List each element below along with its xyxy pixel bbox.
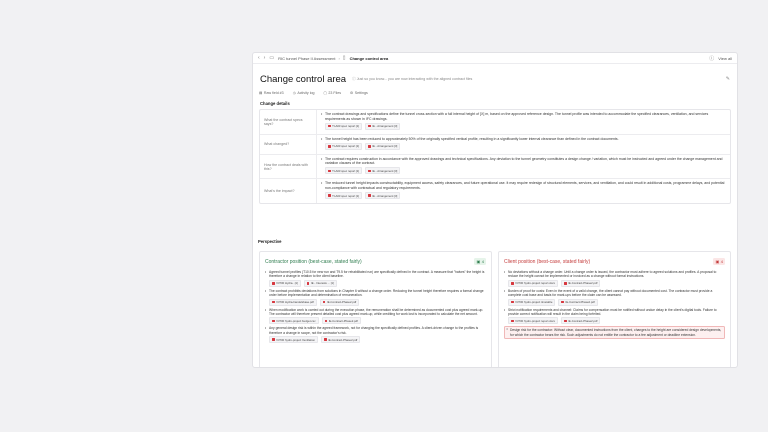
perspective-grid [259, 251, 731, 368]
file-chip[interactable]: TI-A03 spec report [1] [325, 123, 362, 130]
breadcrumb-project[interactable]: RIC tunnel Phase II Assessment [278, 55, 336, 61]
pdf-icon [564, 282, 567, 285]
detail-row [260, 179, 730, 203]
position-point: • The contract prohibits deviations from solutions in Chapter 6 without a change order. Reducing the tunnel height therefore requires a formal change order before implementation and determination of remuneration. [265, 289, 486, 298]
document-icon: ▯ [342, 55, 346, 61]
pdf-icon [564, 320, 567, 323]
highlighted-position-point[interactable]: • Design risk for the contractor: Without clear, documented instructions from the client, changes to the height are considered design developments, for which the contractor bears the risk. Such adjustments do not entitle the contractor to a fee adjustment or deadline extension. [504, 326, 725, 339]
pdf-icon [323, 301, 326, 304]
app-window [252, 52, 738, 368]
document-icon: ▣ [476, 259, 481, 264]
file-chip[interactable]: IE - Arrangement [3] [365, 143, 400, 150]
tab-activity-log[interactable]: ◷ Activity log [292, 90, 315, 95]
count-badge: ▣ 4 [715, 259, 723, 264]
pdf-icon [328, 170, 331, 173]
files-icon: ▢ [323, 90, 327, 95]
pdf-icon [368, 125, 371, 128]
file-chip[interactable]: TI-A03 spec report [1] [325, 192, 362, 199]
contractor-position-card [259, 251, 492, 368]
detail-row [260, 135, 730, 155]
pdf-icon [272, 338, 275, 341]
file-chip[interactable]: V3700 hydro-project timetable [508, 299, 555, 306]
tab-raw-field[interactable]: ▤ Raw field #3 [259, 90, 284, 95]
page-title: Change control area [260, 73, 347, 85]
file-chip[interactable]: V3700 Hydra...[1] [269, 280, 301, 287]
file-chip[interactable]: TI-A03 spec report [1] [325, 167, 362, 174]
edit-icon[interactable]: ✎ [725, 76, 730, 82]
document-icon: ▣ [715, 259, 720, 264]
detail-text: • The contract drawings and specifications define the tunnel cross-section with a full internal height of [X] m, based on the approved reference design. The tunnel profile was intended to accommodate the specified clearances, ventilation, and services requirements as shown in IFC drawings. [321, 112, 726, 121]
pdf-icon [368, 170, 371, 173]
tab-files[interactable]: ▢ 23 Files [323, 90, 342, 95]
detail-row [260, 155, 730, 180]
position-point: • Burden of proof for costs: Even in the event of a valid change, the client cannot pay without documented cost. The contractor must provide a complete cost base and basis for mark-ups before the claim can be assessed. [504, 289, 725, 298]
file-chip[interactable]: V3700 hydro-project report.docx [508, 280, 558, 287]
info-note: ⓘ Just so you know... you are now interacting with the aligned contract files [352, 76, 473, 81]
detail-text: • The tunnel height has been reduced to approximately 50% of the originally specified vertical profile, resulting in a significantly lower internal clearance than defined in the contract documents. [321, 137, 726, 142]
detail-row [260, 110, 730, 135]
file-chip[interactable]: V3700 hydro-project Ventilation [269, 336, 318, 343]
gear-icon: ⚙ [350, 90, 354, 95]
file-chip[interactable]: IE-Contract-Phase2.pdf [561, 280, 600, 287]
pdf-icon [511, 282, 514, 285]
field-icon: ▤ [259, 90, 263, 95]
tab-bar [253, 88, 737, 97]
pdf-icon [368, 145, 371, 148]
detail-label: What the contract specs says? [260, 110, 317, 134]
count-badge: ▣ 4 [476, 259, 484, 264]
pdf-icon [307, 282, 310, 285]
breadcrumb-current: Change control area [349, 55, 389, 61]
detail-label: How the contract deals with this? [260, 155, 317, 179]
pdf-icon [328, 194, 331, 197]
pdf-icon [272, 301, 275, 304]
perspective-heading: Perspective [258, 239, 282, 244]
detail-label: What changed? [260, 135, 317, 154]
file-chip[interactable]: IE-Contract-Phase2.pdf [321, 336, 360, 343]
pdf-icon [272, 282, 275, 285]
folder-icon: ▭ [269, 55, 275, 61]
pdf-icon [325, 320, 328, 323]
client-position-card [498, 251, 731, 368]
clock-icon: ◷ [292, 90, 296, 95]
file-chip[interactable]: IE-Contract-Phase2.pdf [558, 299, 597, 306]
file-chip[interactable]: IE - Arrangement [3] [365, 123, 400, 130]
contractor-position-title: Contractor position (best-case, stated fairly) [265, 258, 362, 265]
change-details-heading: Change details [260, 101, 290, 106]
view-all-button[interactable]: View all [718, 55, 732, 61]
detail-label: What's the impact? [260, 179, 317, 203]
detail-text: • The reduced tunnel height impacts constructability, equipment access, safety clearances, and future operational use. It may require redesign of structural elements, services, and ventilation, and could result in additional costs, programme delays, and potential non-compliance with contractual and regulatory requirements. [321, 181, 726, 190]
pdf-icon [272, 320, 275, 323]
file-chip[interactable]: V3700 hydro-project budget.csv [269, 317, 319, 324]
file-chip[interactable]: IE - Arrangement [3] [365, 167, 400, 174]
info-icon: ⓘ [709, 55, 715, 62]
pdf-icon [328, 125, 331, 128]
pdf-icon [511, 320, 514, 323]
top-bar [253, 53, 737, 64]
position-point: • No deviations without a change order. Until a change order is issued, the contractor must adhere to agreed solutions and profiles. A proposal to reduce the height cannot be implemented or invoiced as a change without formal instructions. [504, 270, 725, 279]
title-row [253, 64, 737, 88]
file-chip[interactable]: IE-Contract-Phase2.pdf [320, 299, 359, 306]
forward-icon[interactable]: › [263, 55, 266, 61]
file-chip[interactable]: IE-Contract-Phase2.pdf [561, 317, 600, 324]
file-chip[interactable]: IE-Contract-Phase2.pdf [322, 317, 361, 324]
file-chip[interactable]: IE - Arrangement [3] [365, 192, 400, 199]
pdf-icon [324, 338, 327, 341]
pdf-icon [561, 301, 564, 304]
file-chip[interactable]: V3700 Hydra-handelsbase.pdf [269, 299, 317, 306]
file-chip[interactable]: V3700 hydro-project report.docx [508, 317, 558, 324]
detail-text: • The contract requires construction in accordance with the approved drawings and technical specifications. Any deviation to the tunnel geometry constitutes a design change / variation, which must be instructed and agreed under the change management and variation clauses of the contract. [321, 157, 726, 166]
pdf-icon [328, 145, 331, 148]
position-point: • Agreed tunnel profiles (T10.5 for new run and T9.5 for rehabilitated run) are specifically defined in the contract. A measure that "halves" the height is therefore a change in relation to the client baseline. [265, 270, 486, 279]
position-point: • When modification work is carried out during the execution phase, the remuneration shall be determined as documented cost plus agreed mark-up. The contractor will therefore present detailed cost plus agreed mark-up, while crediting for work lost is incorporated to calculate the net amount. [265, 308, 486, 317]
breadcrumb-separator: › [338, 55, 340, 61]
change-details-table [259, 109, 731, 204]
file-chip[interactable]: IE - Interests ... [1] [304, 280, 337, 287]
pdf-icon [511, 301, 514, 304]
tab-settings[interactable]: ⚙ Settings [350, 90, 368, 95]
position-point: • Strict notification requirements and channel: Claims for compensation must be notified without undue delay in the client's digital tools. Failure to provide correct notification will result in the claim being forfeited. [504, 308, 725, 317]
info-icon: ⓘ [352, 76, 357, 81]
pdf-icon [368, 194, 371, 197]
file-chip[interactable]: TI-A03 spec report [1] [325, 143, 362, 150]
back-icon[interactable]: ‹ [258, 55, 260, 61]
client-position-title: Client position (best-case, stated fairly) [504, 258, 591, 265]
position-point: • Any general design risk is within the agreed framework, not for changing the specifically defined profiles. A client-driven change to the profiles is therefore a change in scope, not the contractor's risk. [265, 326, 486, 335]
